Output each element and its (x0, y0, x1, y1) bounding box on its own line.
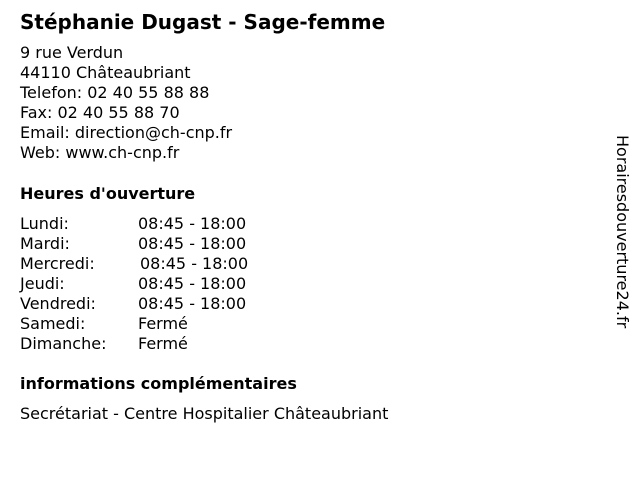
day-label: Dimanche: (20, 334, 107, 353)
address-city: 44110 Châteaubriant (20, 63, 191, 82)
time-value: 08:45 - 18:00 (138, 294, 247, 313)
contact-block (20, 43, 232, 163)
web-line: Web: www.ch-cnp.fr (20, 143, 180, 162)
address-street: 9 rue Verdun (20, 43, 124, 62)
day-label: Vendredi: (20, 294, 96, 313)
phone-line: Telefon: 02 40 55 88 88 (20, 83, 210, 102)
additional-info-text: Secrétariat - Centre Hospitalier Châteaubriant (20, 404, 389, 423)
time-value: 08:45 - 18:00 (138, 234, 247, 253)
time-value: Fermé (138, 334, 188, 353)
time-value: Fermé (138, 314, 188, 333)
email-line: Email: direction@ch-cnp.fr (20, 123, 233, 142)
site-watermark: Horairesdouverture24.fr (613, 135, 632, 329)
day-label: Jeudi: (20, 274, 65, 293)
opening-hours-heading: Heures d'ouverture (20, 184, 196, 203)
day-label: Mercredi: (20, 254, 95, 273)
day-label: Mardi: (20, 234, 70, 253)
time-value: 08:45 - 18:00 (138, 274, 247, 293)
day-label: Samedi: (20, 314, 86, 333)
additional-info-heading: informations complémentaires (20, 374, 297, 393)
time-value: 08:45 - 18:00 (140, 254, 249, 273)
fax-line: Fax: 02 40 55 88 70 (20, 103, 180, 122)
time-value: 08:45 - 18:00 (138, 214, 247, 233)
page-title: Stéphanie Dugast - Sage-femme (20, 10, 386, 34)
day-label: Lundi: (20, 214, 69, 233)
